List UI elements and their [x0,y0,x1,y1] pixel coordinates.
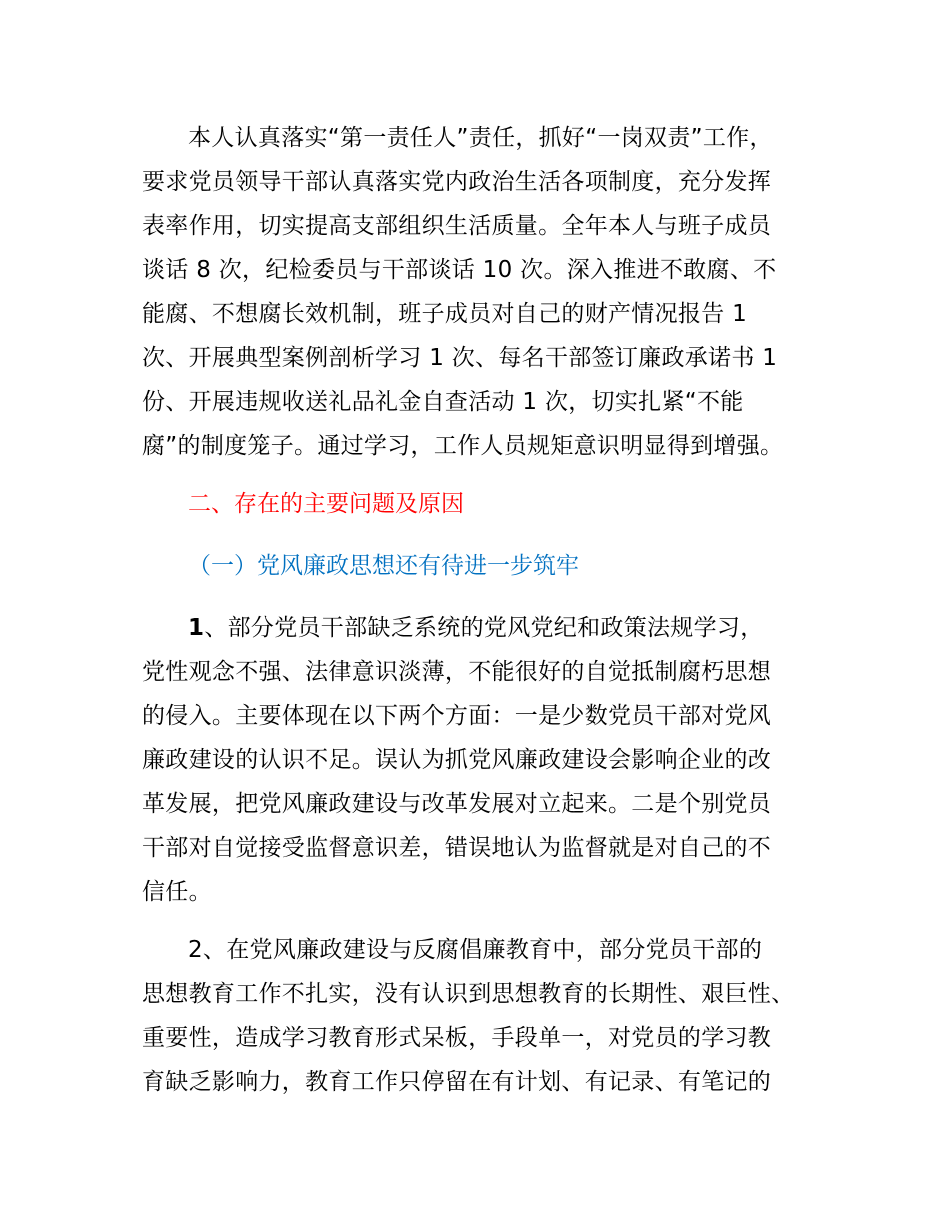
paragraph-line: 谈话 8 次，纪检委员与干部谈话 10 次。深入推进不敢腐、不 [142,257,777,283]
paragraph-line: 表率作用，切实提高支部组织生活质量。全年本人与班子成员 [142,213,772,239]
paragraph-line: 本人认真落实“第一责任人”责任，抓好“一岗双责”工作， [188,125,773,151]
paragraph-line-text: 、部分党员干部缺乏系统的党风党纪和政策法规学习， [204,615,764,641]
paragraph-first-line [188,612,764,644]
section-heading: 二、存在的主要问题及原因 [188,491,464,517]
paragraph-line: 要求党员领导干部认真落实党内政治生活各项制度，充分发挥 [142,169,772,195]
paragraph-line: 育缺乏影响力，教育工作只停留在有计划、有记录、有笔记的 [142,1069,772,1095]
paragraph-line: 革发展，把党风廉政建设与改革发展对立起来。二是个别党员 [142,791,772,817]
paragraph-line: 廉政建设的认识不足。误认为抓党风廉政建设会影响企业的改 [142,747,772,773]
paragraph-line: 腐”的制度笼子。通过学习，工作人员规矩意识明显得到增强。 [142,433,784,459]
paragraph-line: 党性观念不强、法律意识淡薄，不能很好的自觉抵制腐朽思想 [142,659,772,685]
paragraph-line: 次、开展典型案例剖析学习 1 次、每名干部签订廉政承诺书 1 [142,345,778,371]
paragraph-line: 信任。 [142,879,212,905]
paragraph-line: 思想教育工作不扎实，没有认识到思想教育的长期性、艰巨性、 [142,981,795,1007]
paragraph-line: 2、在党风廉政建设与反腐倡廉教育中，部分党员干部的 [188,937,763,963]
paragraph-line: 干部对自觉接受监督意识差，错误地认为监督就是对自己的不 [142,835,772,861]
subsection-heading: （一）党风廉政思想还有待进一步筑牢 [188,553,579,579]
paragraph-line: 份、开展违规收送礼品礼金自查活动 1 次，切实扎紧“不能 [142,389,744,415]
paragraph-line: 重要性，造成学习教育形式呆板，手段单一，对党员的学习教 [142,1025,772,1051]
paragraph-line: 的侵入。主要体现在以下两个方面：一是少数党员干部对党风 [142,703,772,729]
list-number: 1 [188,615,205,641]
paragraph-line: 能腐、不想腐长效机制，班子成员对自己的财产情况报告 1 [142,301,748,327]
